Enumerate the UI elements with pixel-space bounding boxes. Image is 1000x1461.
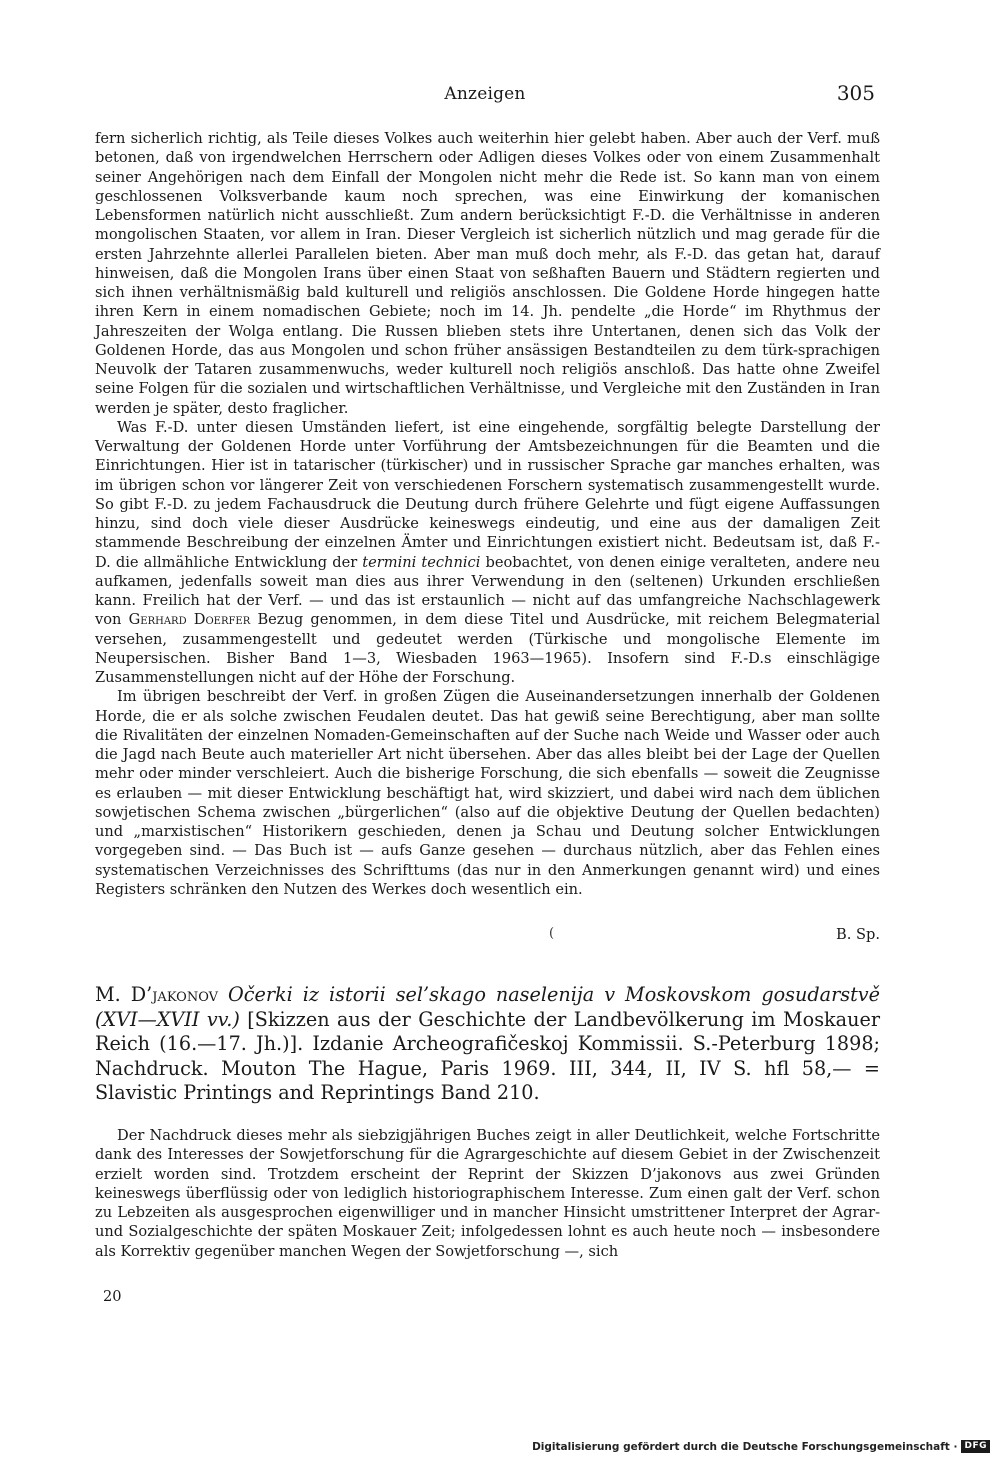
book-title: Očerki iz istorii sel’skago naselenija v Moskovskom gosudarstvě (XVI—XVII vv.): [95, 983, 881, 1031]
paragraph: fern sicherlich richtig, als Teile dieses Volkes auch weiterhin hier gelebt haben. Aber auch der Verf. muß betonen, daß von irgendwelchen Herrschern oder Adligen dieses Volkes oder von einem Zusammenhalt seiner Angehörigen nach dem Einfall der Mongolen nicht mehr die Rede ist. So kann man von einem geschlossenen Volksverbande kaum noch sprechen, was eine Einwirkung der komanischen Lebensformen natürlich nicht ausschließt. Zum andern berücksichtigt F.-D. die Verhältnisse in anderen mongolischen Staaten, vor allem in Iran. Dieser Vergleich ist sicherlich nützlich und mag gerade für die ersten Jahrzehnte allerlei Parallelen bieten. Aber man muß doch mehr, als F.-D. das getan hat, darauf hinweisen, daß die Mongolen Irans über einen Staat von seßhaften Bauern und Städtern regierten und sich ihnen verhältnismäßig bald kulturell und religiös anschlossen. Die Goldene Horde hingegen hatte ihren Kern in einem nomadischen Gebiete; noch im 14. Jh. pendelte „die Horde“ im Rhythmus der Jahreszeiten der Wolga entlang. Die Russen blieben stets ihre Untertanen, denen sich das Volk der Goldenen Horde, das aus Mongolen und schon früher ansässigen Bestandteilen zu dem türk-sprachigen Neuvolk der Tataren zusammenwuchs, weder kulturell noch religiös anschloß. Das hatte ohne Zweifel seine Folgen für die sozialen und wirtschaftlichen Verhältnisse, und Vergleiche mit den Zuständen in Iran werden je später, desto fraglicher.: [95, 130, 880, 417]
italic-term: termini technici: [362, 553, 481, 571]
reviewer-signature: B. Sp.: [836, 926, 880, 943]
dfg-logo: DFG: [961, 1440, 990, 1453]
text-run: Bezug genommen, in dem diese Titel und Ausdrücke, mit reichem Belegmaterial versehen, zusammengestellt und gedeutet werden (Türkische und mongolische Elemente im Neupersischen. Bisher Band 1—3, Wiesbaden 1963—1965). Insofern sind F.-D.s einschlägige Zusammenstellungen nicht auf der Höhe der Forschung.: [95, 611, 880, 686]
page-number: 305: [836, 81, 875, 105]
review-text: [95, 1126, 880, 1261]
page-header: [95, 81, 875, 110]
text-run: beobachtet, von denen einige veralteten, andere neu aufkamen, jedenfalls soweit man dies aus ihrer Verwendung in den (seltenen) Urkunden erschließen kann. Freilich hat der Verf. — und das ist erstaunlich — nicht auf das umfangreiche Nachschlagewerk von: [95, 553, 880, 629]
review-text-previous: [95, 129, 880, 899]
running-head: Anzeigen: [444, 84, 526, 104]
paragraph: [95, 418, 880, 688]
paragraph: Der Nachdruck dieses mehr als siebzigjährigen Buches zeigt in aller Deutlichkeit, welche Fortschritte dank des Interesses der Sowjetforschung für die Agrargeschichte auf diesem Gebiet in der Zwischenzeit erzielt worden sind. Trotzdem erscheint der Reprint der Skizzen D’jakonovs aus zwei Gründen keineswegs überflüssig oder von lediglich historiographischem Interesse. Zum einen galt der Verf. schon zu Lebzeiten als ausgesprochen eigenwilliger und in mancher Hinsicht umstrittener Interpret der Agrar- und Sozialgeschichte der späten Moskauer Zeit; infolgedessen lohnt es auch heute noch — insbesondere als Korrektiv gegenüber manchen Wegen der Sowjetforschung —, sich: [95, 1127, 880, 1260]
printer-signature-mark: 20: [103, 1288, 122, 1305]
author-surname: jakonov: [152, 983, 219, 1006]
digitization-footer: [532, 1440, 990, 1453]
footer-text: Digitalisierung gefördert durch die Deutsche Forschungsgemeinschaft ·: [532, 1440, 958, 1453]
stray-mark: (: [549, 926, 555, 941]
author-initial: M. D’: [95, 983, 153, 1006]
bibliographic-entry: [95, 983, 880, 1106]
author-name: Gerhard Doerfer: [128, 611, 251, 629]
text-run: Was F.-D. unter diesen Umständen liefert, ist eine eingehende, sorgfältig belegte Darstellung der Verwaltung der Goldenen Horde unter Vorführung der Amtsbezeichnungen für die Beamten und die Einrichtungen. Hier ist in tatarischer (türkischer) und in russischer Sprache gar manches erhalten, was im übrigen schon vor längerer Zeit von verschiedenen Forschern systematisch zusammengestellt wurde. So gibt F.-D. zu jedem Fachausdruck die Deutung durch frühere Gelehrte und fügt eigene Auffassungen hinzu, sind doch viele dieser Ausdrücke keineswegs eindeutig, und eine aus der damaligen Zeit stammende Beschreibung der einzelnen Ämter und Einrichtungen existiert nicht. Bedeutsam ist, daß F.-D. die allmähliche Entwicklung der: [95, 418, 880, 571]
paragraph: Im übrigen beschreibt der Verf. in großen Zügen die Auseinandersetzungen innerhalb der Goldenen Horde, die er als solche zwischen Feudalen deutet. Das hat gewiß seine Berechtigung, aber man sollte die Rivalitäten der einzelnen Nomaden-Gemeinschaften auf der Suche nach Weide und Wasser oder auch die Jagd nach Beute auch materieller Art nicht übersehen. Aber das alles bleibt bei der Lage der Quellen mehr oder minder verschleiert. Auch die bisherige Forschung, die sich ebenfalls — soweit die Zeugnisse es erlauben — mit dieser Entwicklung beschäftigt hat, wird skizziert, und dabei wird nach dem üblichen sowjetischen Schema zwischen „bürgerlichen“ (also auf die objektive Deutung der Quellen bedachten) und „marxistischen“ Historikern geschieden, denen ja Schau und Deutung solcher Entwicklungen vorgegeben sind. — Das Buch ist — aufs Ganze gesehen — durchaus nützlich, aber das Fehlen eines systematischen Verzeichnisses des Schrifttums (das nur in den Anmerkungen genannt wird) und eines Registers schränken den Nutzen des Werkes doch wesentlich ein.: [95, 688, 880, 898]
publication-details: [Skizzen aus der Geschichte der Landbevölkerung im Moskauer Reich (16.—17. Jh.)]. Izdanie Archeografičeskoj Kommissii. S.-Peterburg 1898; Nachdruck. Mouton The Hague, Paris 1969. III, 344, II, IV S. hfl 58,— = Slavistic Printings and Reprintings Band 210.: [95, 1007, 880, 1105]
